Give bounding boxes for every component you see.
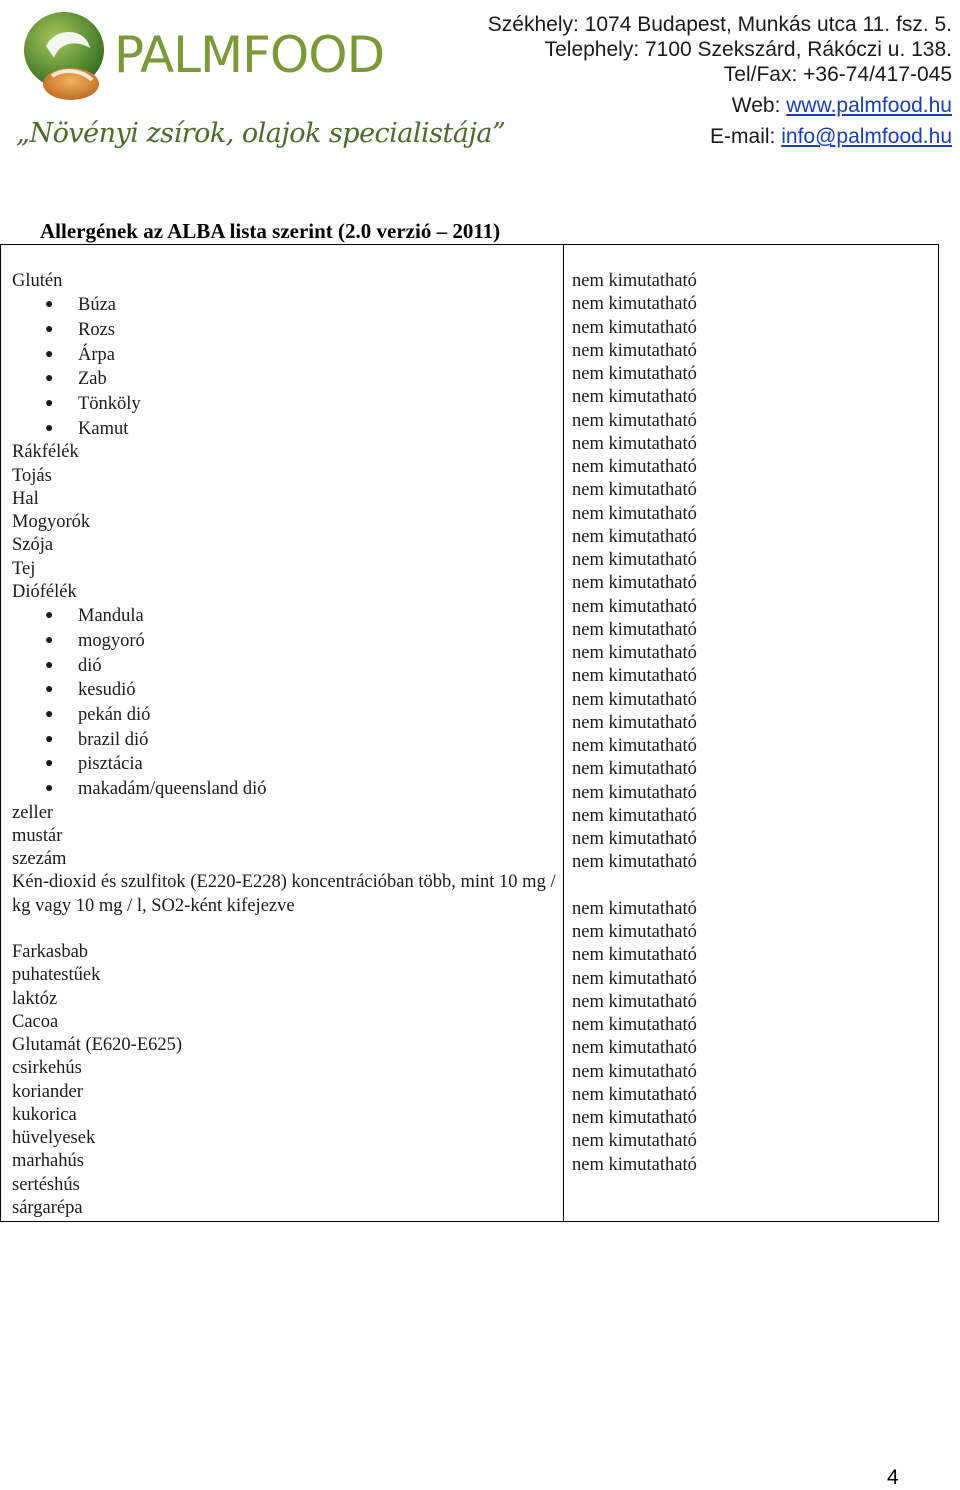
allergen-status: nem kimutatható [572,689,697,710]
allergen-status: nem kimutatható [572,852,697,873]
allergen-label: pekán dió [78,704,151,725]
brand-name: PALMFOOD [114,26,385,84]
allergen-item [12,1011,557,1034]
allergen-item [12,441,557,464]
contact-seat: Székhely: 1074 Budapest, Munkás utca 11. fsz. 5. [487,13,952,36]
allergen-label: sárgarépa [12,1197,83,1218]
bullet-icon: ● [45,731,54,747]
allergen-label: csirkehús [12,1058,82,1079]
bullet-icon: ● [45,706,54,722]
allergen-subitem [12,318,557,343]
allergen-subitem [12,604,557,629]
allergen-status: nem kimutatható [572,898,697,919]
allergen-status: nem kimutatható [572,829,697,849]
allergen-subitem [12,417,557,442]
allergen-label: dió [78,655,102,676]
document-title: Allergének az ALBA lista szerint (2.0 verzió – 2011) [40,219,501,243]
allergen-item [12,825,557,848]
allergen-item [12,465,557,488]
allergen-label: marhahús [12,1151,84,1172]
email-label: E-mail: [710,125,782,148]
allergen-status: nem kimutatható [572,991,697,1012]
allergen-table [0,244,939,1222]
allergen-label: mogyoró [78,630,145,651]
allergen-item [12,1081,557,1104]
allergen-label: zeller [12,802,54,823]
bullet-icon: ● [45,420,54,436]
allergen-item [12,1150,557,1173]
allergen-item [12,988,557,1011]
allergen-label: laktóz [12,988,58,1009]
allergen-status-column [572,270,932,1177]
blank-row [12,918,557,941]
allergen-item [12,534,557,557]
allergen-status: nem kimutatható [572,271,697,291]
allergen-label: Kamut [78,418,129,439]
allergen-status: nem kimutatható [572,410,697,431]
contact-block [472,12,952,149]
allergen-label: koriander [12,1081,83,1102]
bullet-icon: ● [45,682,54,698]
allergen-item [12,802,557,825]
bullet-icon: ● [45,608,54,624]
allergen-status: nem kimutatható [572,736,697,756]
allergen-name-column [12,270,557,1220]
allergen-item [12,581,557,604]
allergen-item [12,1127,557,1150]
allergen-item [12,848,557,871]
allergen-subitem [12,392,557,417]
allergen-label: Glutén [12,271,63,291]
allergen-status: nem kimutatható [572,364,697,384]
blank-row [572,875,932,898]
allergen-label: Kén-dioxid és szulfitok (E220-E228) koncentrációban több, mint 10 mg / kg vagy 10 mg / l, SO2-ként kifejezve [12,872,556,916]
bullet-icon: ● [45,371,54,387]
allergen-label: Glutamát (E620-E625) [12,1035,183,1056]
allergen-status: nem kimutatható [572,619,697,640]
allergen-label: Tojás [12,465,52,486]
allergen-label: kesudió [78,680,136,701]
allergen-status: nem kimutatható [572,666,697,687]
bullet-icon: ● [45,346,54,362]
bullet-icon: ● [45,297,54,313]
contact-email [472,124,952,149]
allergen-status: nem kimutatható [572,1015,697,1035]
allergen-status: nem kimutatható [572,340,697,361]
allergen-item [12,1057,557,1080]
bullet-icon: ● [45,756,54,772]
allergen-label: Tönköly [78,394,141,414]
allergen-label: pisztácia [78,754,143,775]
allergen-status: nem kimutatható [572,1038,697,1059]
allergen-status: nem kimutatható [572,805,697,826]
allergen-label: makadám/queensland dió [78,778,267,799]
allergen-label: Szója [12,535,54,556]
allergen-status: nem kimutatható [572,643,697,663]
allergen-label: Hal [12,488,39,509]
page-number: 4 [887,1466,899,1489]
bullet-icon: ● [45,780,54,796]
contact-site: Telephely: 7100 Szekszárd, Rákóczi u. 138. [544,38,952,61]
allergen-status: nem kimutatható [572,480,697,501]
allergen-label: brazil dió [78,729,149,750]
allergen-status: nem kimutatható [572,1061,697,1082]
allergen-subitem [12,343,557,368]
allergen-status: nem kimutatható [572,433,697,454]
allergen-status: nem kimutatható [572,1154,697,1175]
bullet-icon: ● [45,396,54,411]
allergen-item [12,941,557,964]
allergen-item [12,488,557,511]
bullet-icon: ● [45,321,54,337]
allergen-status: nem kimutatható [572,945,697,966]
allergen-label: Mogyorók [12,512,91,533]
bullet-icon: ● [45,657,54,673]
palmfood-logo [16,6,385,106]
allergen-label: kukorica [12,1104,77,1125]
allergen-subitem [12,367,557,392]
allergen-subitem [12,629,557,654]
contact-telfax: Tel/Fax: +36-74/417-045 [723,63,952,86]
column-divider [563,245,564,1221]
allergen-item [12,511,557,534]
allergen-status: nem kimutatható [572,922,697,942]
allergen-subitem [12,678,557,703]
allergen-label: Búza [78,295,117,316]
allergen-subitem [12,703,557,728]
allergen-status: nem kimutatható [572,1131,697,1152]
allergen-subitem [12,728,557,753]
allergen-label: mustár [12,825,63,846]
allergen-status: nem kimutatható [572,503,697,524]
allergen-item [12,270,557,293]
allergen-label: Cacoa [12,1011,59,1032]
allergen-status: nem kimutatható [572,968,697,989]
allergen-label: Rákfélék [12,442,79,463]
allergen-status: nem kimutatható [572,317,697,338]
web-link[interactable]: www.palmfood.hu [786,94,952,117]
allergen-subitem [12,293,557,318]
bullet-icon: ● [45,632,54,648]
allergen-label: Diófélék [12,581,77,602]
tagline: „Növényi zsírok, olajok specialistája” [16,118,506,149]
allergen-status: nem kimutatható [572,457,697,477]
allergen-status: nem kimutatható [572,1084,697,1105]
allergen-status: nem kimutatható [572,596,697,617]
allergen-item [12,1174,557,1197]
email-link[interactable]: info@palmfood.hu [781,125,952,148]
allergen-subitem [12,777,557,802]
allergen-status: nem kimutatható [572,1108,697,1128]
allergen-subitem [12,654,557,679]
allergen-label: Rozs [78,319,115,340]
allergen-status: nem kimutatható [572,759,697,780]
allergen-label: Árpa [78,344,115,365]
allergen-item [12,1034,557,1057]
allergen-status: nem kimutatható [572,712,697,733]
allergen-subitem [12,752,557,777]
allergen-status: nem kimutatható [572,550,697,570]
allergen-status: nem kimutatható [572,387,697,408]
web-label: Web: [731,94,787,117]
allergen-item [12,1104,557,1127]
logo-emblem-icon [16,6,116,106]
contact-web [472,93,952,118]
allergen-status: nem kimutatható [572,526,697,547]
allergen-item [12,964,557,987]
allergen-item [12,558,557,581]
allergen-status: nem kimutatható [572,573,697,594]
allergen-status: nem kimutatható [572,294,697,315]
allergen-status: nem kimutatható [572,782,697,803]
allergen-label: Tej [12,558,36,579]
allergen-item [12,871,557,918]
allergen-label: hüvelyesek [12,1128,96,1149]
allergen-label: Zab [78,369,107,390]
allergen-label: puhatestűek [12,965,101,986]
allergen-label: szezám [12,849,67,870]
allergen-item [12,1197,557,1220]
allergen-label: sertéshús [12,1174,80,1195]
allergen-label: Mandula [78,606,144,627]
allergen-label: Farkasbab [12,942,89,963]
